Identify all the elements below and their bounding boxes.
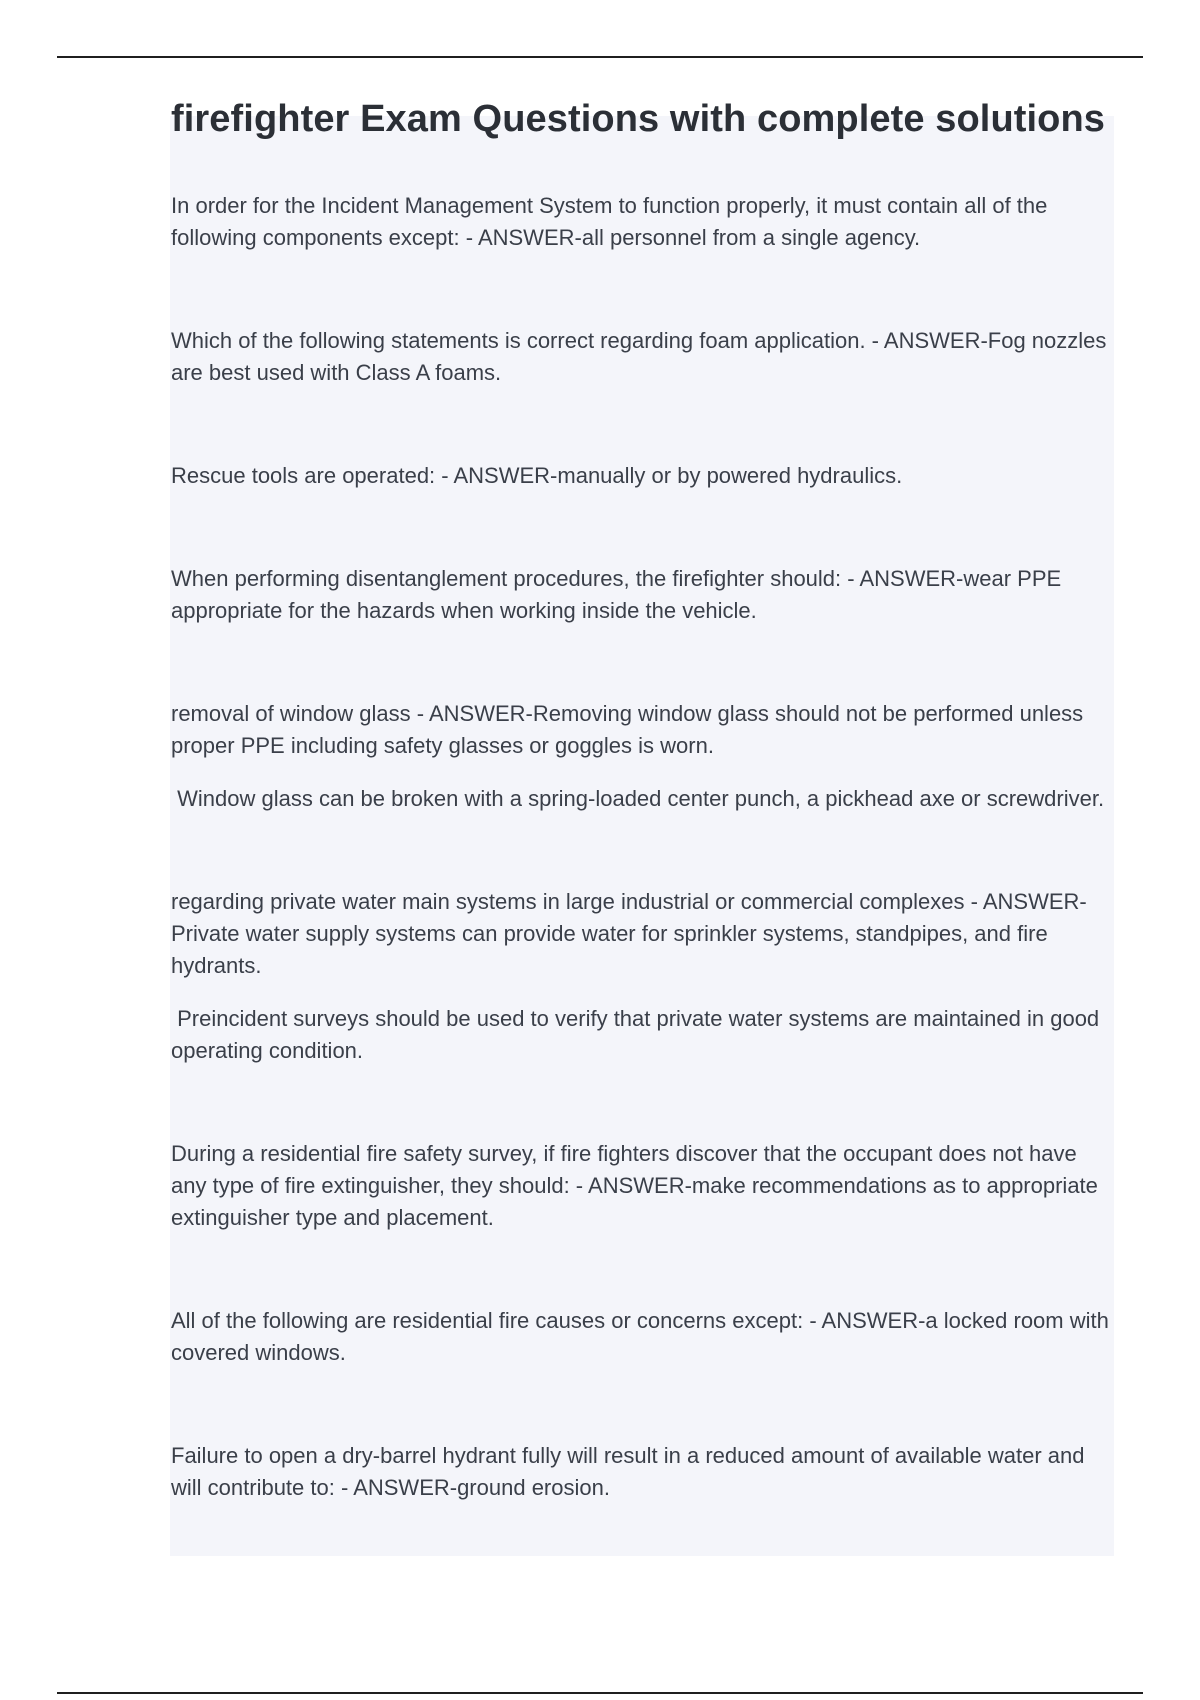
top-rule <box>57 56 1143 58</box>
qa-paragraph: When performing disentanglement procedures, the firefighter should: - ANSWER-wear PPE appropriate for the hazards when working inside the vehicle. <box>171 566 1068 623</box>
qa-paragraph: Failure to open a dry-barrel hydrant fully will result in a reduced amount of available water and will contribute to: - ANSWER-ground erosion. <box>171 1443 1091 1500</box>
qa-paragraph: regarding private water main systems in large industrial or commercial complexes - ANSWER-Private water supply systems can provide water for sprinkler systems, standpipes, and fire hydrants. <box>171 889 1087 978</box>
qa-paragraph: During a residential fire safety survey, if fire fighters discover that the occupant does not have any type of fire extinguisher, they should: - ANSWER-make recommendations as to appropriate extinguisher type and placement. <box>171 1141 1105 1230</box>
qa-paragraph: Which of the following statements is correct regarding foam application. - ANSWER-Fog nozzles are best used with Class A foams. <box>171 328 1113 385</box>
qa-paragraph: Rescue tools are operated: - ANSWER-manually or by powered hydraulics. <box>171 463 903 488</box>
document-title: firefighter Exam Questions with complete solutions <box>171 98 1106 140</box>
qa-paragraph: In order for the Incident Management System to function properly, it must contain all of the following components except: - ANSWER-all personnel from a single agency. <box>171 193 1054 250</box>
document-body <box>171 98 1116 1504</box>
qa-paragraph-continuation: Window glass can be broken with a spring-loaded center punch, a pickhead axe or screwdriver. <box>171 786 1105 811</box>
qa-paragraph-continuation: Preincident surveys should be used to verify that private water systems are maintained in good operating condition. <box>171 1006 1106 1063</box>
qa-paragraph: removal of window glass - ANSWER-Removing window glass should not be performed unless proper PPE including safety glasses or goggles is worn. <box>171 701 1090 758</box>
qa-paragraph: All of the following are residential fire causes or concerns except: - ANSWER-a locked room with covered windows. <box>171 1308 1115 1365</box>
bottom-rule <box>57 1692 1143 1694</box>
